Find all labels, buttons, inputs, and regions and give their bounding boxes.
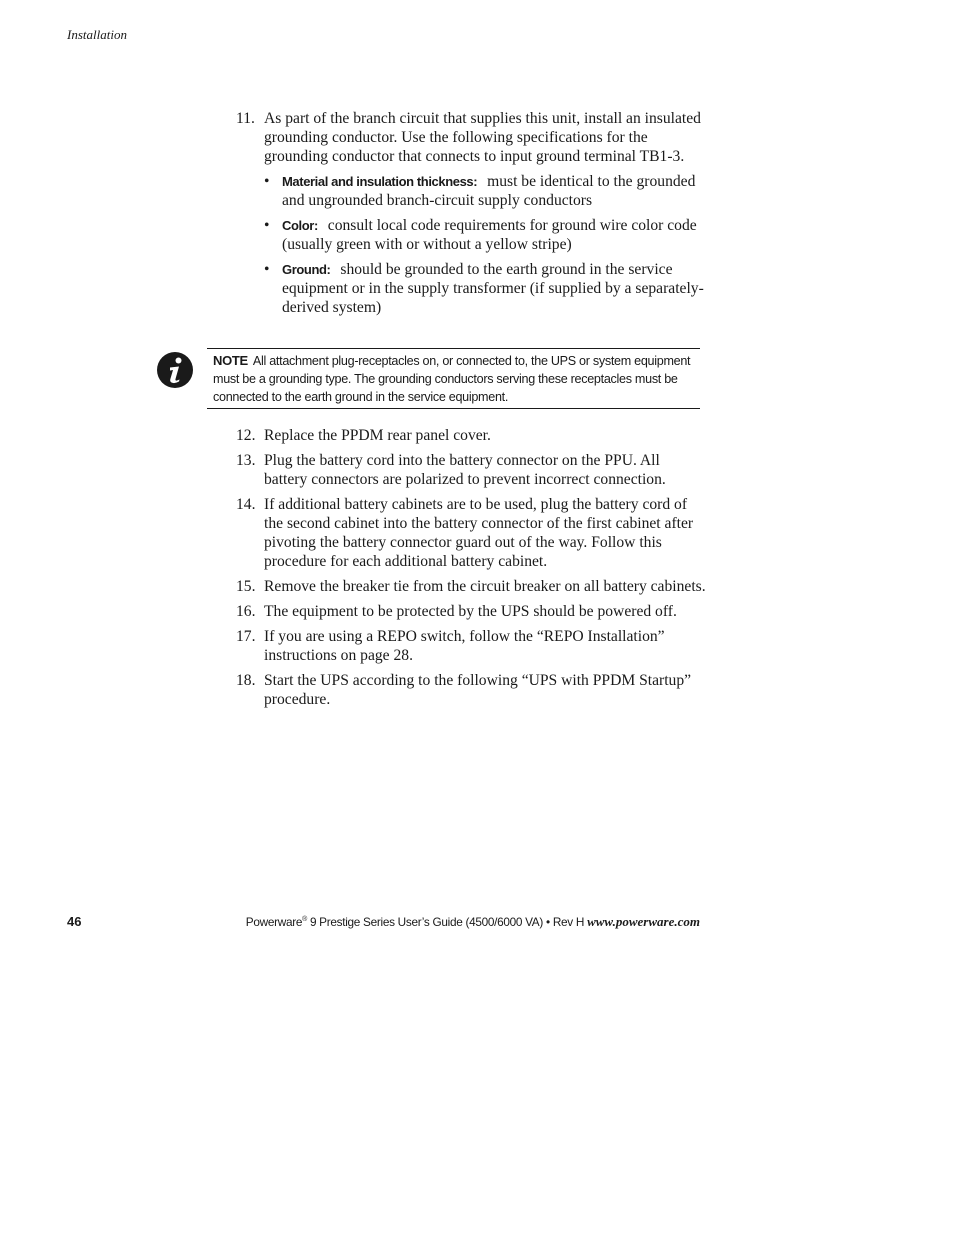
- footer-website: www.powerware.com: [587, 914, 700, 929]
- note-content: [213, 352, 693, 406]
- bullet-glyph: •: [264, 261, 270, 278]
- step-text: Replace the PPDM rear panel cover.: [264, 427, 491, 444]
- step-text: If additional battery cabinets are to be used, plug the battery cord of the second cabinet into the battery connector of the first cabinet after pivoting the battery connector guard out of the way. Follow this procedure for each additional battery cabinet.: [264, 496, 694, 570]
- step-item: [236, 602, 706, 621]
- step-item: [236, 109, 706, 317]
- note-label: NOTE: [213, 353, 248, 368]
- spec-text: must be identical to the grounded and ungrounded branch-circuit supply conductors: [282, 173, 696, 209]
- spec-term: Ground:: [282, 262, 331, 277]
- footer-brand: Powerware: [245, 915, 303, 929]
- step-item: [236, 577, 706, 596]
- step-text: Plug the battery cord into the battery connector on the PPU. All battery connectors are polarized to prevent incorrect connection.: [264, 452, 666, 488]
- registered-mark: ®: [302, 916, 307, 924]
- spec-text: consult local code requirements for ground wire color code (usually green with or without a yellow stripe): [282, 217, 697, 253]
- bullet-glyph: •: [264, 217, 270, 234]
- step-number: 14.: [236, 496, 256, 513]
- spec-item: [264, 172, 706, 210]
- running-header: Installation: [67, 27, 127, 42]
- step-number: 18.: [236, 672, 256, 689]
- step-text: As part of the branch circuit that supplies this unit, install an insulated grounding conductor. Use the following specifications for the grounding conductor that connects to input ground terminal TB1-3.: [264, 110, 701, 165]
- footer-guide-title: 9 Prestige Series User’s Guide (4500/6000 VA): [306, 915, 544, 929]
- spec-term: Material and insulation thickness:: [282, 174, 478, 189]
- step-number: 15.: [236, 578, 256, 595]
- step-text: Remove the breaker tie from the circuit breaker on all battery cabinets.: [264, 578, 706, 595]
- note-box: [207, 348, 700, 409]
- bullet-glyph: •: [264, 173, 270, 190]
- step-11-block: [236, 109, 706, 323]
- step-number: 13.: [236, 452, 256, 469]
- step-item: [236, 426, 706, 445]
- step-text: Start the UPS according to the following “UPS with PPDM Startup” procedure.: [264, 672, 692, 708]
- step-item: [236, 627, 706, 665]
- step-item: [236, 495, 706, 571]
- step-text: If you are using a REPO switch, follow the “REPO Installation” instructions on page 28.: [264, 628, 665, 664]
- info-icon: [156, 351, 194, 389]
- steps-list: [236, 426, 706, 715]
- step-item: [236, 671, 706, 709]
- step-number: 17.: [236, 628, 256, 645]
- step-item: [236, 451, 706, 489]
- note-text: All attachment plug-receptacles on, or connected to, the UPS or system equipment must be a grounding type. The grounding conductors serving these receptacles must be connected to the earth ground in the service equipment.: [213, 354, 691, 404]
- page-number: 46: [67, 914, 82, 929]
- footer-separator: •: [543, 915, 553, 929]
- step-number: 16.: [236, 603, 256, 620]
- spec-text: should be grounded to the earth ground in the service equipment or in the supply transformer (if supplied by a separately-derived system): [282, 261, 704, 316]
- spec-term: Color:: [282, 218, 318, 233]
- spec-item: [264, 216, 706, 254]
- spec-item: [264, 260, 706, 317]
- step-text: The equipment to be protected by the UPS should be powered off.: [264, 603, 677, 620]
- step-number: 11.: [236, 110, 255, 127]
- step-number: 12.: [236, 427, 256, 444]
- footer-revision: Rev H: [552, 915, 588, 929]
- footer-guide-info: [246, 914, 700, 930]
- spec-list: [264, 172, 706, 317]
